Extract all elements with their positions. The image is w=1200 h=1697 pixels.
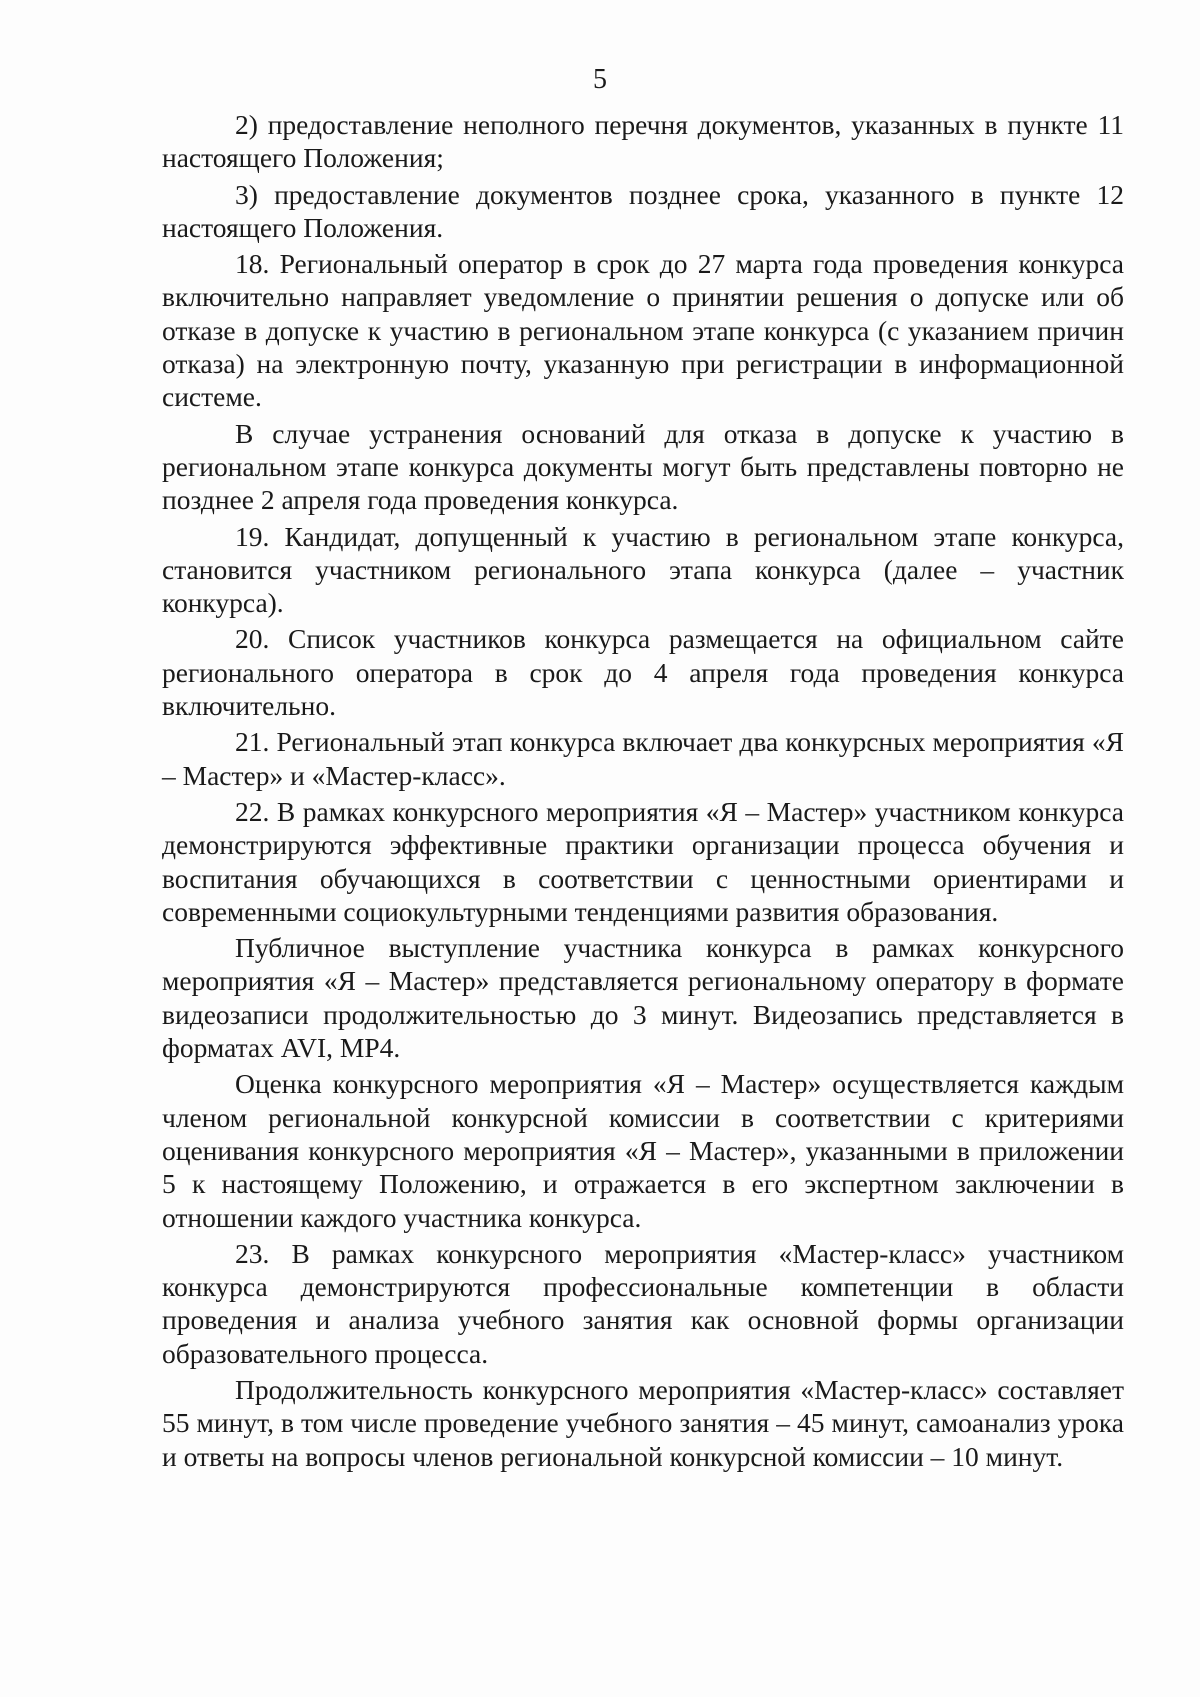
paragraph-19: 19. Кандидат, допущенный к участию в региональном этапе конкурса, становится участником регионального этапа конкурса (далее – участник конкурса). (162, 520, 1124, 619)
paragraph-22: 22. В рамках конкурсного мероприятия «Я – Мастер» участником конкурса демонстрируются эффективные практики организации процесса обучения и воспитания обучающихся в соответствии с ценностными ориентирами и современными социокультурными тенденциями развития образования. (162, 795, 1124, 927)
paragraph-18: 18. Региональный оператор в срок до 27 марта года проведения конкурса включительно направляет уведомление о принятии решения о допуске или об отказе в допуске к участию в региональном этапе конкурса (с указанием причин отказа) на электронную почту, указанную при регистрации в информационной системе. (162, 248, 1124, 413)
paragraph-22-video: Публичное выступление участника конкурса в рамках конкурсного мероприятия «Я – Мастер» представляется региональному оператору в формате видеозаписи продолжительностью до 3 минут. Видеозапись представляется в форматах AVI, MP4. (162, 932, 1124, 1064)
paragraph-23: 23. В рамках конкурсного мероприятия «Мастер-класс» участником конкурса демонстрируются профессиональные компетенции в области проведения и анализа учебного занятия как основной формы организации образовательного процесса. (162, 1237, 1124, 1369)
paragraph-item-2: 2) предоставление неполного перечня документов, указанных в пункте 11 настоящего Положения; (162, 109, 1124, 174)
paragraph-21: 21. Региональный этап конкурса включает два конкурсных мероприятия «Я – Мастер» и «Мастер-класс». (162, 726, 1124, 791)
paragraph-20: 20. Список участников конкурса размещается на официальном сайте регионального оператора в срок до 4 апреля года проведения конкурса включительно. (162, 623, 1124, 722)
paragraph-22-evaluation: Оценка конкурсного мероприятия «Я – Мастер» осуществляется каждым членом региональной конкурсной комиссии в соответствии с критериями оценивания конкурсного мероприятия «Я – Мастер», указанными в приложении 5 к настоящему Положению, и отражается в его экспертном заключении в отношении каждого участника конкурса. (162, 1068, 1124, 1233)
paragraph-18-continued: В случае устранения оснований для отказа в допуске к участию в региональном этапе конкурса документы могут быть представлены повторно не позднее 2 апреля года проведения конкурса. (162, 417, 1124, 516)
page-number: 5 (593, 64, 607, 95)
paragraph-item-3: 3) предоставление документов позднее срока, указанного в пункте 12 настоящего Положения. (162, 178, 1124, 243)
paragraph-23-duration: Продолжительность конкурсного мероприятия «Мастер-класс» составляет 55 минут, в том числе проведение учебного занятия – 45 минут, самоанализ урока и ответы на вопросы членов региональной конкурсной комиссии – 10 минут. (162, 1373, 1124, 1472)
document-body (162, 108, 1124, 1476)
